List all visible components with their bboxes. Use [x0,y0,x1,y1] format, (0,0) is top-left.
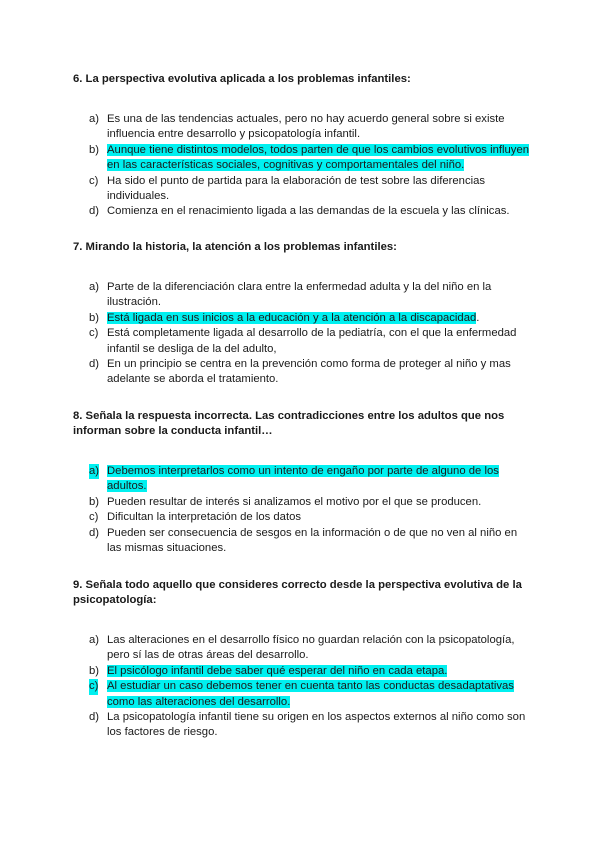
option-letter: c) [89,679,98,694]
option-text: Las alteraciones en el desarrollo físico no guardan relación con la psicopatología, pero sí las de otras áreas del desarrollo. [107,634,515,662]
option-text: Pueden ser consecuencia de sesgos en la información o de que no ven al niño en las mismas situaciones. [107,526,518,555]
option-letter: d) [89,358,100,371]
option-letter: a) [89,464,99,479]
option-d [73,710,533,741]
option-text: Comienza en el renacimiento ligada a las demandas de la escuela y las clínicas. [107,205,510,218]
option-a [73,280,533,311]
option-text-highlighted: Al estudiar un caso debemos tener en cuenta tanto las conductas desadaptativas como las alteraciones del desarrollo. [107,680,514,708]
option-b [73,311,533,326]
option-text: La psicopatología infantil tiene su origen en los aspectos externos al niño como son los factores de riesgo. [107,711,526,739]
option-a [73,464,533,495]
option-a [73,112,533,143]
question-title: 6. La perspectiva evolutiva aplicada a los problemas infantiles: [73,73,411,85]
question-title: 7. Mirando la historia, la atención a los problemas infantiles: [73,241,397,253]
option-text-highlighted: Debemos interpretarlos como un intento de engaño por parte de alguno de los adultos. [107,465,499,493]
question-title: 8. Señala la respuesta incorrecta. Las contradicciones entre los adultos que nos informan sobre la conducta infantil… [73,410,505,437]
options-list [73,633,533,741]
option-a [73,633,533,664]
option-b [73,664,533,679]
option-text-highlighted: Aunque tiene distintos modelos, todos parten de que los cambios evolutivos influyen en las características sociales, cognitivas y comportamentales del niño. [107,143,530,172]
option-text: Es una de las tendencias actuales, pero no hay acuerdo general sobre si existe influencia entre desarrollo y psicopatología infantil. [107,113,505,141]
option-letter: b) [89,143,100,156]
option-letter: b) [89,664,100,677]
option-text: Dificultan la interpretación de los datos [107,511,302,524]
option-suffix: . [476,311,480,324]
option-d [73,526,533,557]
option-letter: d) [89,526,100,539]
option-letter: d) [89,711,100,724]
option-text-highlighted: El psicólogo infantil debe saber qué esperar del niño en cada etapa. [107,664,448,677]
option-d [73,357,533,388]
option-text: Pueden resultar de interés si analizamos el motivo por el que se producen. [107,495,482,508]
option-letter: c) [89,174,99,187]
question-7 [73,240,533,388]
option-text: Está completamente ligada al desarrollo de la pediatría, con el que la enfermedad infantil se desliga de la del adulto, [107,327,517,355]
option-b [73,495,533,510]
option-letter: b) [89,495,100,508]
option-letter: a) [89,113,100,125]
option-b [73,143,533,174]
option-c [73,326,533,357]
options-list [73,112,533,220]
options-list [73,280,533,388]
option-d [73,204,533,219]
option-letter: c) [89,511,99,524]
options-list [73,464,533,556]
option-letter: a) [89,634,100,646]
option-c [73,174,533,205]
question-8 [73,409,533,556]
option-letter: b) [89,311,100,324]
question-9 [73,578,533,741]
question-6 [73,72,533,220]
option-text-highlighted: Está ligada en sus inicios a la educación y a la atención a la discapacidad [107,311,477,324]
option-c [73,510,533,525]
option-letter: a) [89,281,100,293]
option-text: Parte de la diferenciación clara entre la enfermedad adulta y la del niño en la ilustración. [107,281,492,309]
option-text: En un principio se centra en la prevención como forma de proteger al niño y mas adelante se aborda el tratamiento. [107,358,511,386]
option-letter: d) [89,205,100,218]
option-text: Ha sido el punto de partida para la elaboración de test sobre las diferencias individuales. [107,174,486,203]
question-title: 9. Señala todo aquello que consideres correcto desde la perspectiva evolutiva de la psicopatología: [73,579,522,606]
option-letter: c) [89,327,99,340]
option-c [73,679,533,710]
